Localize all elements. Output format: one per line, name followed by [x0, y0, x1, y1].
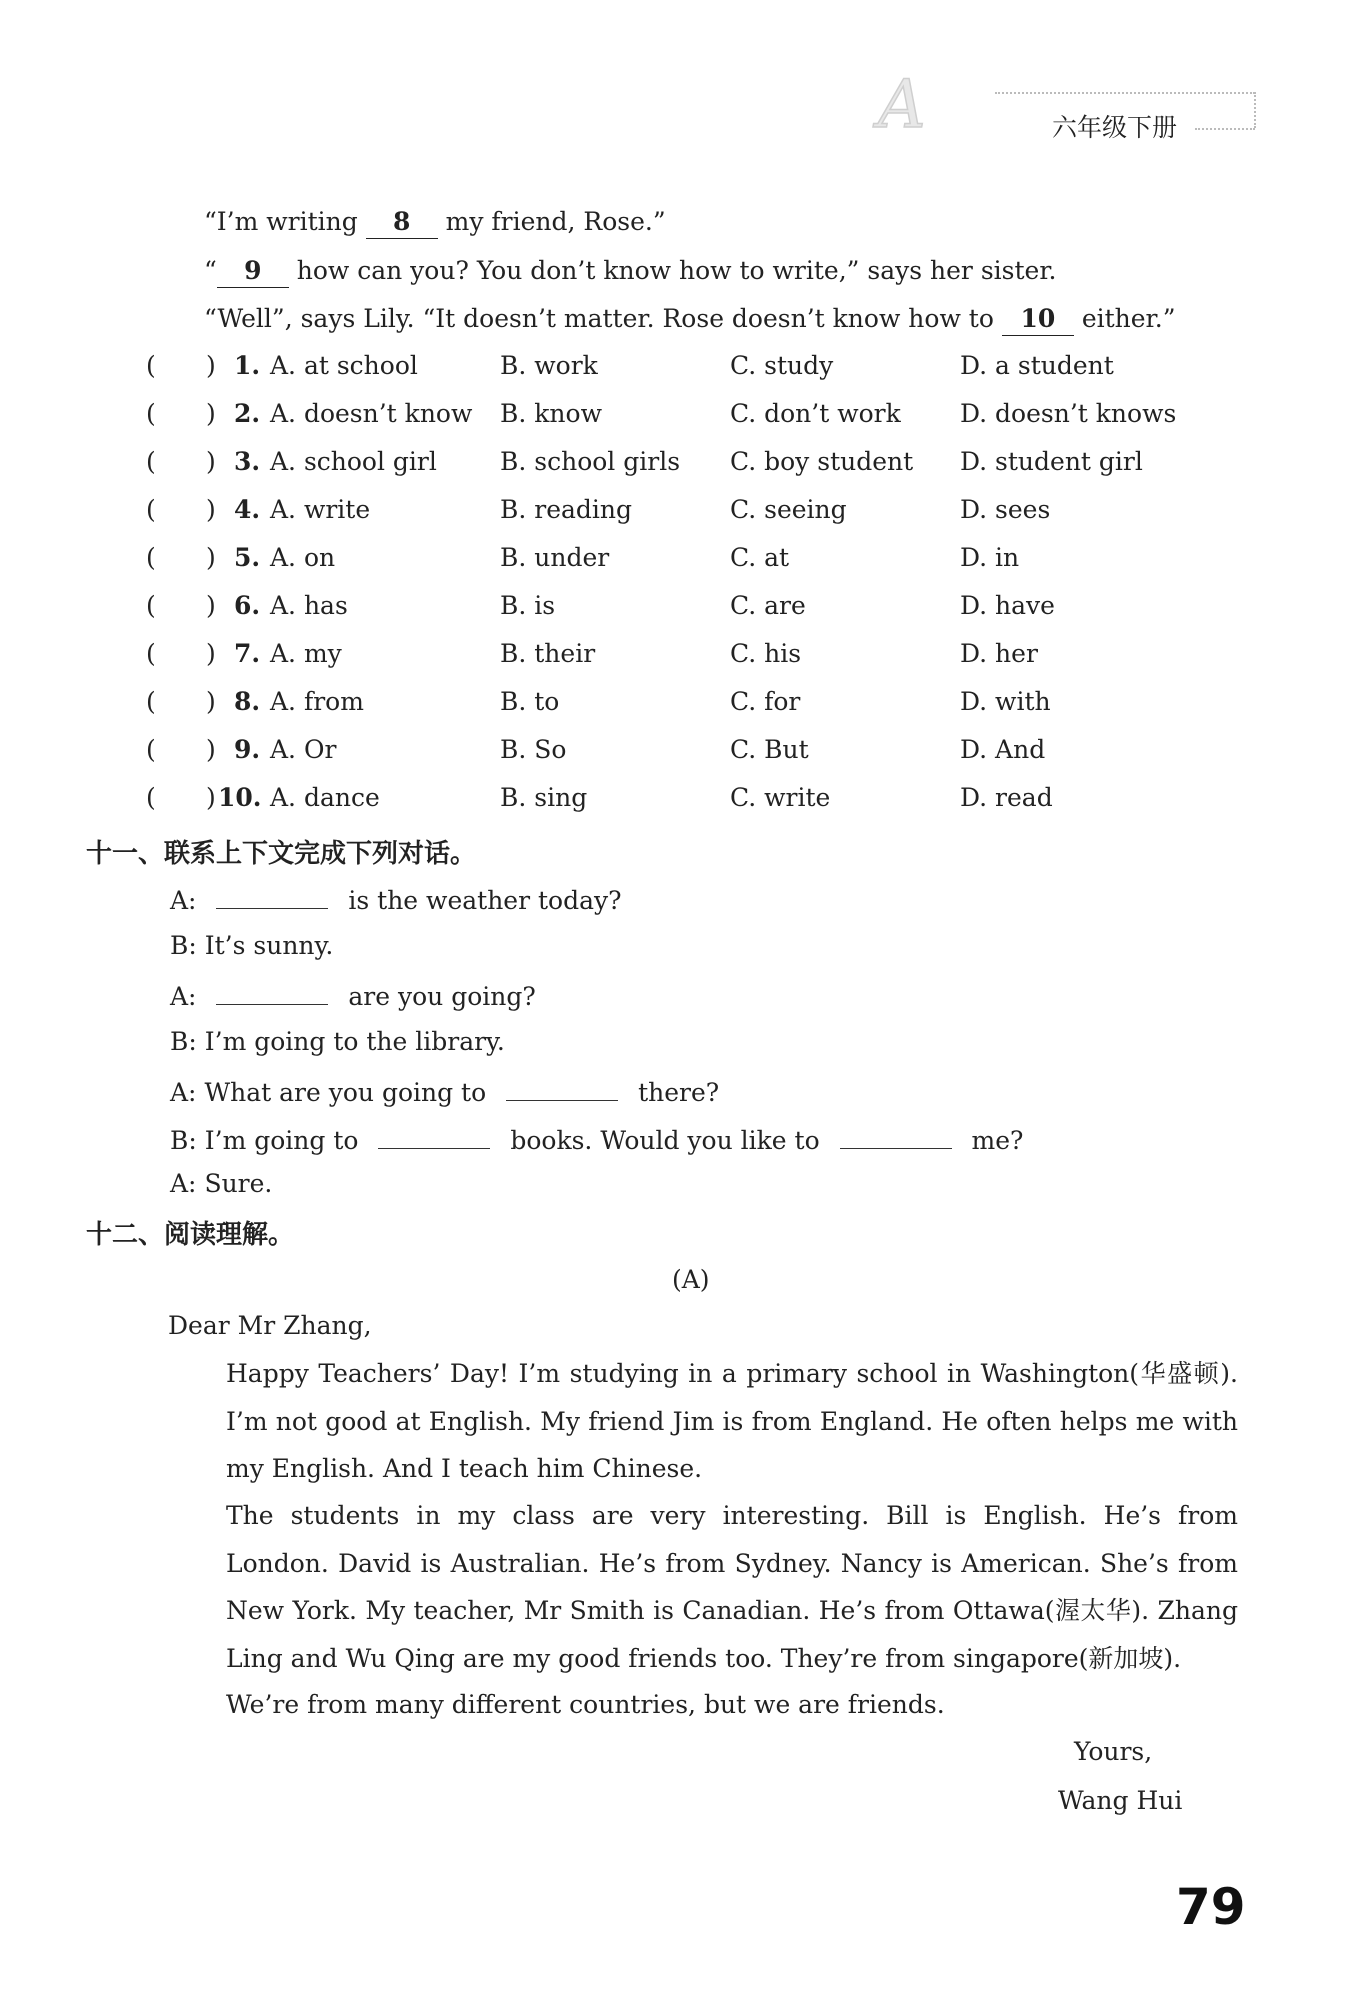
blank-9: 9 [217, 255, 289, 288]
option-c: C. write [730, 783, 831, 812]
dialogue-text: there? [638, 1078, 720, 1107]
option-a: A. school girl [270, 447, 437, 476]
answer-paren-close: ) [206, 591, 216, 620]
option-b: B. sing [500, 783, 588, 812]
answer-paren-close: ) [206, 783, 216, 812]
dialogue-line-6 [170, 1122, 1023, 1157]
dialogue-line-3 [170, 978, 536, 1013]
answer-blank[interactable] [216, 882, 328, 909]
question-number: 3. [234, 447, 261, 476]
story-text: “Well”, says Lily. “It doesn’t matter. Rose doesn’t know how to [204, 304, 994, 333]
option-b: B. to [500, 687, 560, 716]
section-11-title: 十一、联系上下文完成下列对话。 [86, 839, 477, 869]
story-text: how can you? You don’t know how to write,” says her sister. [296, 256, 1057, 285]
option-a: A. from [270, 687, 364, 716]
question-number: 9. [234, 735, 261, 764]
option-d: D. in [960, 543, 1020, 572]
option-a: A. doesn’t know [270, 399, 473, 428]
letter-paragraph-2 [168, 1492, 1238, 1682]
option-d: D. with [960, 687, 1051, 716]
dialogue-text: is the weather today? [348, 886, 622, 915]
dialogue-line-1 [170, 882, 622, 917]
option-a: A. has [270, 591, 348, 620]
option-d: D. And [960, 735, 1046, 764]
answer-blank[interactable] [216, 978, 328, 1005]
option-d: D. student girl [960, 447, 1143, 476]
question-number: 6. [234, 591, 261, 620]
answer-paren-open[interactable]: ( [146, 543, 156, 572]
answer-paren-open[interactable]: ( [146, 735, 156, 764]
question-number: 1. [234, 351, 261, 380]
speaker-label: A: [170, 1169, 197, 1198]
answer-blank[interactable] [506, 1074, 618, 1101]
option-b: B. work [500, 351, 598, 380]
option-b: B. know [500, 399, 602, 428]
story-text: “ [204, 256, 217, 285]
answer-paren-close: ) [206, 399, 216, 428]
option-a: A. Or [270, 735, 337, 764]
answer-paren-close: ) [206, 495, 216, 524]
blank-8: 8 [366, 206, 438, 239]
option-d: D. have [960, 591, 1055, 620]
speaker-label: B: [170, 931, 197, 960]
answer-paren-close: ) [206, 687, 216, 716]
answer-paren-open[interactable]: ( [146, 447, 156, 476]
speaker-label: A: [170, 1078, 197, 1107]
dialogue-text: are you going? [348, 982, 536, 1011]
answer-paren-close: ) [206, 351, 216, 380]
option-d: D. a student [960, 351, 1114, 380]
option-b: B. So [500, 735, 567, 764]
passage-label: (A) [672, 1265, 710, 1294]
paragraph-text: Happy Teachers’ Day! I’m studying in a primary school in Washington(华盛顿). I’m not good at English. My friend Jim is from England. He often helps me with my English. And I teach him Chinese. [226, 1359, 1238, 1483]
answer-paren-open[interactable]: ( [146, 351, 156, 380]
question-number: 5. [234, 543, 261, 572]
answer-paren-open[interactable]: ( [146, 591, 156, 620]
story-line-2 [204, 255, 1056, 288]
answer-blank[interactable] [378, 1122, 490, 1149]
option-d: D. sees [960, 495, 1051, 524]
dialogue-text: What are you going to [204, 1078, 487, 1107]
answer-paren-close: ) [206, 543, 216, 572]
dialogue-line-4 [170, 1026, 505, 1058]
dialogue-text: I’m going to the library. [204, 1027, 505, 1056]
dialogue-text: It’s sunny. [204, 931, 334, 960]
option-c: C. don’t work [730, 399, 901, 428]
question-number: 7. [234, 639, 261, 668]
paragraph-text: The students in my class are very interesting. Bill is English. He’s from London. David is Australian. He’s from Sydney. Nancy is American. She’s from New York. My teacher, Mr Smith is Canadian. He’s from Ottawa(渥太华). Zhang Ling and Wu Qing are my good friends too. They’re from singapore(新加坡). [226, 1501, 1238, 1673]
option-c: C. But [730, 735, 809, 764]
grade-label: 六年级下册 [1052, 113, 1178, 142]
speaker-label: B: [170, 1126, 197, 1155]
question-number: 4. [234, 495, 261, 524]
answer-paren-open[interactable]: ( [146, 783, 156, 812]
page-number: 79 [1176, 1878, 1246, 1936]
story-line-3 [204, 303, 1175, 336]
option-a: A. at school [270, 351, 418, 380]
option-c: C. for [730, 687, 801, 716]
option-d: D. her [960, 639, 1038, 668]
option-c: C. study [730, 351, 834, 380]
answer-paren-open[interactable]: ( [146, 639, 156, 668]
option-c: C. boy student [730, 447, 914, 476]
option-b: B. is [500, 591, 556, 620]
question-number: 2. [234, 399, 261, 428]
dialogue-text: books. Would you like to [510, 1126, 820, 1155]
option-d: D. doesn’t knows [960, 399, 1177, 428]
option-a: A. dance [270, 783, 380, 812]
dialogue-line-2 [170, 930, 333, 962]
story-text: “I’m writing [204, 207, 358, 236]
answer-paren-open[interactable]: ( [146, 495, 156, 524]
dialogue-text: me? [971, 1126, 1024, 1155]
paragraph-text: We’re from many different countries, but we are friends. [226, 1690, 945, 1719]
answer-paren-open[interactable]: ( [146, 687, 156, 716]
story-text: either.” [1081, 304, 1176, 333]
story-text: my friend, Rose.” [445, 207, 666, 236]
letter-paragraph-1 [168, 1350, 1238, 1493]
option-a: A. write [270, 495, 371, 524]
header-rule-edge [1254, 92, 1256, 128]
option-b: B. school girls [500, 447, 681, 476]
letter-signature: Wang Hui [1058, 1786, 1183, 1815]
blank-10: 10 [1002, 303, 1074, 336]
header-rule-lower [1195, 128, 1255, 130]
option-c: C. his [730, 639, 802, 668]
option-b: B. their [500, 639, 596, 668]
question-number: 10. [218, 783, 262, 812]
header-rule [995, 92, 1255, 94]
answer-paren-close: ) [206, 639, 216, 668]
option-c: C. are [730, 591, 806, 620]
story-line-1 [204, 206, 666, 239]
option-b: B. reading [500, 495, 633, 524]
option-c: C. at [730, 543, 790, 572]
option-a: A. on [270, 543, 336, 572]
speaker-label: A: [170, 886, 197, 915]
speaker-label: B: [170, 1027, 197, 1056]
answer-paren-open[interactable]: ( [146, 399, 156, 428]
answer-paren-close: ) [206, 447, 216, 476]
dialogue-text: Sure. [204, 1169, 273, 1198]
option-d: D. read [960, 783, 1053, 812]
option-b: B. under [500, 543, 610, 572]
answer-blank[interactable] [840, 1122, 952, 1149]
option-c: C. seeing [730, 495, 847, 524]
section-12-title: 十二、阅读理解。 [86, 1220, 295, 1250]
letter-paragraph-3 [168, 1681, 1238, 1729]
dialogue-text: I’m going to [204, 1126, 359, 1155]
speaker-label: A: [170, 982, 197, 1011]
answer-paren-close: ) [206, 735, 216, 764]
letter-closing: Yours, [1074, 1737, 1153, 1766]
question-number: 8. [234, 687, 261, 716]
letter-greeting: Dear Mr Zhang, [168, 1311, 372, 1340]
dialogue-line-5 [170, 1074, 719, 1109]
series-logo: A [878, 66, 918, 143]
option-a: A. my [270, 639, 342, 668]
dialogue-line-7 [170, 1168, 272, 1200]
